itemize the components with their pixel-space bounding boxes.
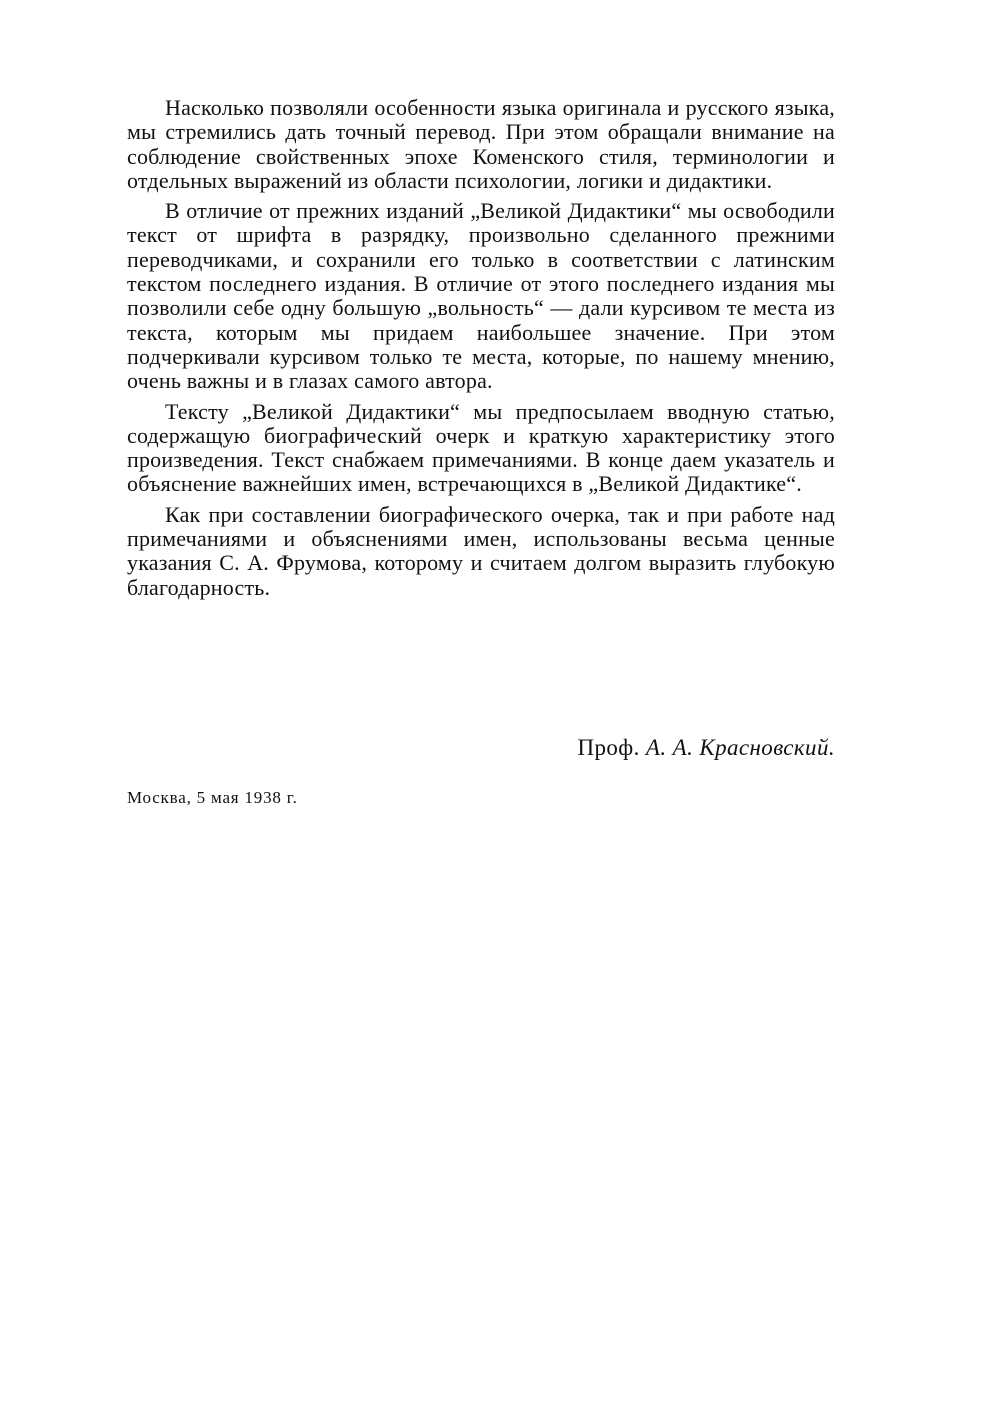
place-and-date: Москва, 5 мая 1938 г.	[127, 788, 298, 807]
signature-title: Проф.	[577, 735, 640, 760]
paragraph-contents-note: Тексту „Великой Дидактики“ мы предпосылаем вводную статью, содержащую биографический очерк и краткую характеристику этого произведения. Текст снабжаем примечаниями. В конце даем указатель и объяснение важнейших имен, встречающихся в „Великой Дидактике“.	[127, 398, 835, 497]
signature-name: А. А. Красновский.	[645, 735, 835, 760]
author-signature	[577, 733, 835, 763]
preface-body	[127, 96, 835, 606]
paragraph-italics-note: В отличие от прежних изданий „Великой Дидактики“ мы освободили текст от шрифта в разрядку, произвольно сделанного прежними переводчиками, и сохранили его только в соответствии с латинским текстом последнего издания. В отличие от этого последнего издания мы позволили себе одну большую „вольность“ — дали курсивом те места из текста, которым мы придаем наибольшее значение. При этом подчеркивали курсивом только те места, которые, по нашему мнению, очень важны и в глазах самого автора.	[127, 198, 835, 394]
paragraph-translation-approach: Насколько позволяли особенности языка оригинала и русского языка, мы стремились дать точный перевод. При этом обращали внимание на соблюдение свойственных эпохе Коменского стиля, терминологии и отдельных выражений из области психологии, логики и дидактики.	[127, 95, 835, 193]
paragraph-acknowledgement: Как при составлении биографического очерка, так и при работе над примечаниями и объяснениями имен, использованы весьма ценные указания С. А. Фрумова, которому и считаем долгом выразить глубокую благодарность.	[127, 501, 835, 600]
